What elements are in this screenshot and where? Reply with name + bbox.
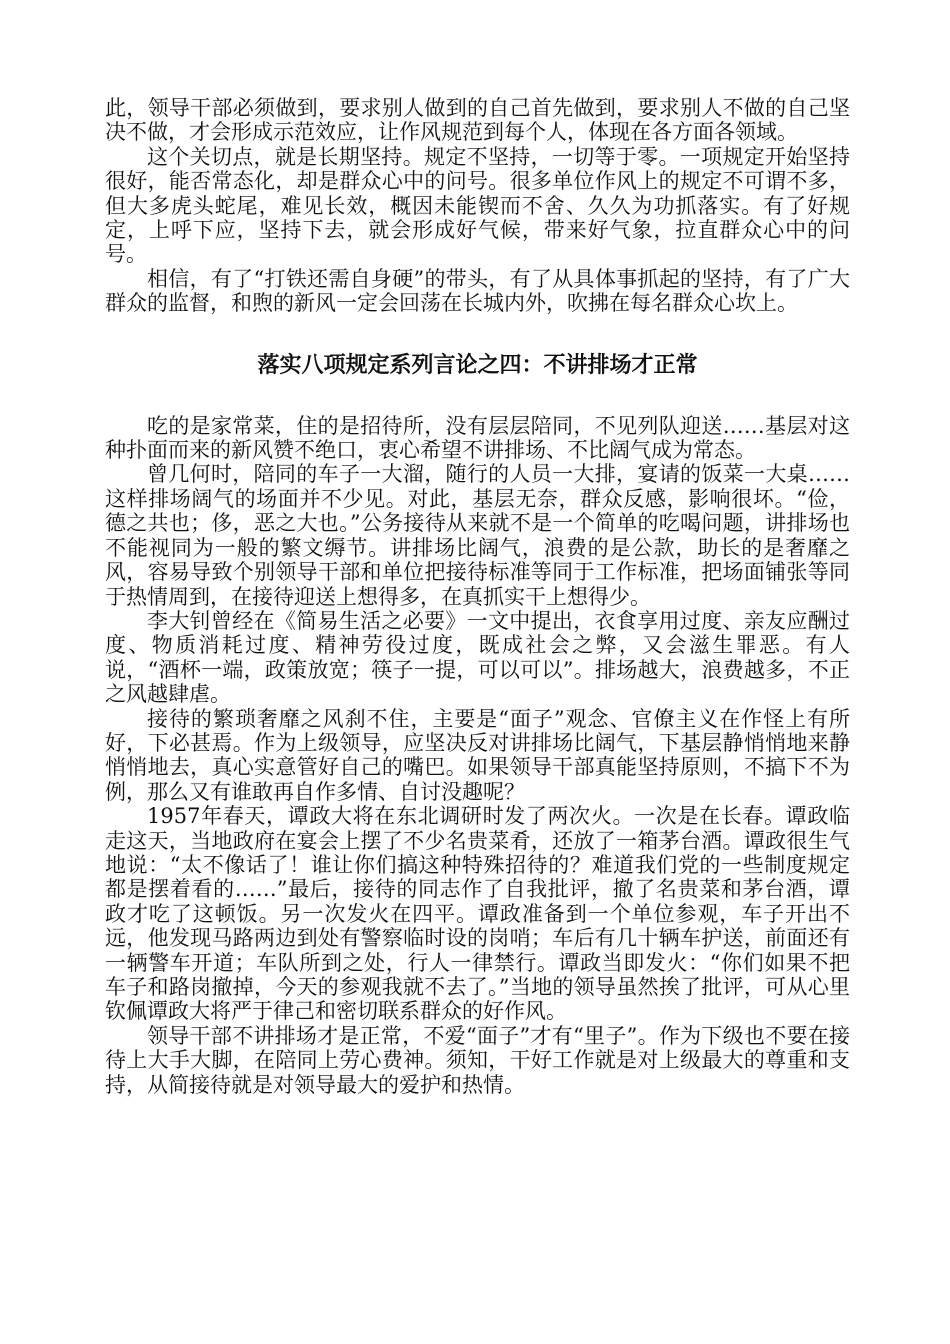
paragraph-background: 曾几何时，陪同的车子一大溜，随行的人员一大排，宴请的饭菜一大桌……这样排场阔气的场面并不少见。对此，基层无奈，群众反感，影响很坏。“俭，德之共也；侈，恶之大也。”公务接待从来就不是一个简单的吃喝问题，讲排场也不能视同为一般的繁文缛节。讲排场比阔气，浪费的是公款，助长的是奢靡之风，容易导致个别领导干部和单位把接待标准等同于工作标准，把场面铺张等同于热情周到，在接待迎送上想得多，在真抓实干上想得少。 (105, 462, 850, 609)
paragraph-quote-lidazhao: 李大钊曾经在《简易生活之必要》一文中提出，衣食享用过度、亲友应酬过度、物质消耗过度、精神劳役过度，既成社会之弊，又会滋生罪恶。有人说，“酒杯一端，政策放宽；筷子一提，可以可以”。排场越大，浪费越多，不正之风越肆虐。 (105, 608, 850, 707)
document-page (105, 96, 850, 1097)
paragraph-continued: 此，领导干部必须做到，要求别人做到的自己首先做到，要求别人不做的自己坚决不做，才会形成示范效应，让作风规范到每个人，体现在各方面各领域。 (105, 96, 850, 145)
paragraph-persistence: 这个关切点，就是长期坚持。规定不坚持，一切等于零。一项规定开始坚持很好，能否常态化，却是群众心中的问号。很多单位作风上的规定不可谓不多，但大多虎头蛇尾，难见长效，概因未能锲而不舍、久久为功抓落实。有了好规定，上呼下应，坚持下去，就会形成好气候，带来好气象，拉直群众心中的问号。 (105, 144, 850, 267)
section-title: 落实八项规定系列言论之四：不讲排场才正常 (257, 352, 698, 378)
paragraph-final: 领导干部不讲排场才是正常，不爱“面子”才有“里子”。作为下级也不要在接待上大手大脚，在陪同上劳心费神。须知，干好工作就是对上级最大的尊重和支持，从简接待就是对领导最大的爱护和热情。 (105, 1023, 850, 1097)
paragraph-story-tanzheng: 1957年春天，谭政大将在东北调研时发了两次火。一次是在长春。谭政临走这天，当地政府在宴会上摆了不少名贵菜肴，还放了一箱茅台酒。谭政很生气地说：“太不像话了！谁让你们搞这种特殊招待的？难道我们党的一些制度规定都是摆着看的……”最后，接待的同志作了自我批评，撤了名贵菜和茅台酒，谭政才吃了这顿饭。另一次发火在四平。谭政准备到一个单位参观，车子开出不远，他发现马路两边到处有警察临时设的岗哨；车后有几十辆车护送，前面还有一辆警车开道；车队所到之处，行人一律禁行。谭政当即发火：“你们如果不把车子和路岗撤掉，今天的参观我就不去了。”当地的领导虽然挨了批评，可从心里钦佩谭政大将严于律己和密切联系群众的好作风。 (105, 804, 850, 1024)
paragraph-cause: 接待的繁琐奢靡之风刹不住，主要是“面子”观念、官僚主义在作怪上有所好，下必甚焉。作为上级领导，应坚决反对讲排场比阔气，下基层静悄悄地来静悄悄地去，真心实意管好自己的嘴巴。如果领导干部真能坚持原则，不搞下不为例，那么又有谁敢再自作多情、自讨没趣呢？ (105, 706, 850, 804)
paragraph-conclusion: 相信，有了“打铁还需自身硬”的带头，有了从具体事抓起的坚持，有了广大群众的监督，和煦的新风一定会回荡在长城内外，吹拂在每名群众心坎上。 (105, 266, 850, 316)
paragraph-intro: 吃的是家常菜，住的是招待所，没有层层陪同，不见列队迎送……基层对这种扑面而来的新风赞不绝口，衷心希望不讲排场、不比阔气成为常态。 (105, 413, 850, 463)
